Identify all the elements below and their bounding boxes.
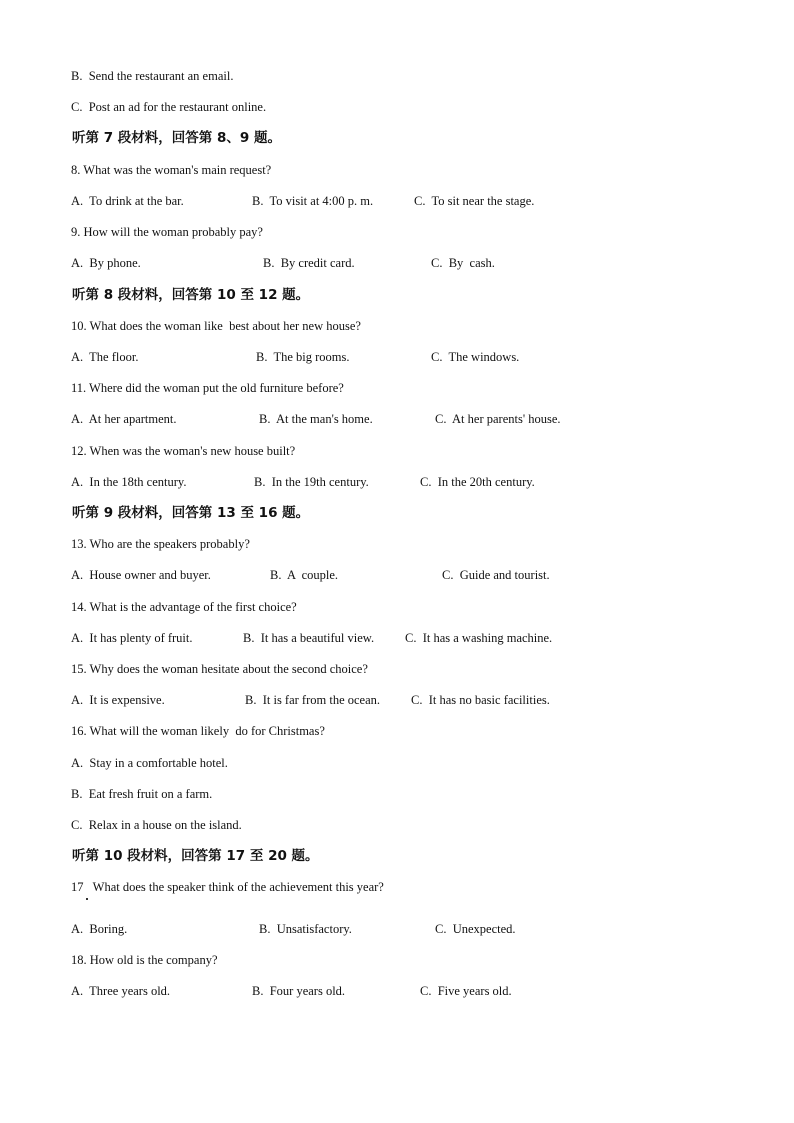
option-b-q18: B. Four years old.: [252, 984, 346, 998]
option-b-q16: B. Eat fresh fruit on a farm.: [71, 787, 213, 801]
question-18: 18. How old is the company?: [71, 953, 218, 967]
section-heading-7: 听第 7 段材料，回答第 8、9 题。: [72, 130, 281, 146]
option-a-q11: A. At her apartment.: [71, 412, 177, 426]
option-c-q12: C. In the 20th century.: [420, 475, 535, 489]
option-a-q16: A. Stay in a comfortable hotel.: [71, 756, 228, 770]
option-a-q18: A. Three years old.: [71, 984, 171, 998]
option-b-q12: B. In the 19th century.: [254, 475, 369, 489]
option-a-q8: A. To drink at the bar.: [71, 194, 184, 208]
option-b-q10: B. The big rooms.: [256, 350, 350, 364]
option-c-q8: C. To sit near the stage.: [414, 194, 535, 208]
option-b-q7: B. Send the restaurant an email.: [71, 69, 234, 83]
option-c-q14: C. It has a washing machine.: [405, 631, 553, 645]
option-a-q14: A. It has plenty of fruit.: [71, 631, 193, 645]
option-c-q18: C. Five years old.: [420, 984, 512, 998]
option-c-q11: C. At her parents' house.: [435, 412, 561, 426]
option-b-q13: B. A couple.: [270, 568, 339, 582]
section-heading-10: 听第 10 段材料，回答第 17 至 20 题。: [72, 848, 319, 864]
option-b-q15: B. It is far from the ocean.: [245, 693, 381, 707]
option-b-q9: B. By credit card.: [263, 256, 355, 270]
option-b-q14: B. It has a beautiful view.: [243, 631, 375, 645]
option-c-q9: C. By cash.: [431, 256, 495, 270]
option-a-q15: A. It is expensive.: [71, 693, 165, 707]
question-12: 12. When was the woman's new house built?: [71, 444, 296, 458]
option-b-q8: B. To visit at 4:00 p. m.: [252, 194, 374, 208]
question-9: 9. How will the woman probably pay?: [71, 225, 263, 239]
option-a-q13: A. House owner and buyer.: [71, 568, 211, 582]
section-heading-8: 听第 8 段材料，回答第 10 至 12 题。: [72, 287, 310, 303]
question-16: 16. What will the woman likely do for Christmas?: [71, 724, 325, 738]
option-a-q9: A. By phone.: [71, 256, 141, 270]
option-b-q17: B. Unsatisfactory.: [259, 922, 352, 936]
option-c-q7: C. Post an ad for the restaurant online.: [71, 100, 267, 114]
stray-dot: [86, 898, 88, 900]
option-c-q13: C. Guide and tourist.: [442, 568, 550, 582]
question-8: 8. What was the woman's main request?: [71, 163, 272, 177]
option-a-q17: A. Boring.: [71, 922, 128, 936]
question-17: 17 What does the speaker think of the achievement this year?: [71, 880, 384, 894]
option-c-q15: C. It has no basic facilities.: [411, 693, 550, 707]
question-11: 11. Where did the woman put the old furniture before?: [71, 381, 344, 395]
question-13: 13. Who are the speakers probably?: [71, 537, 250, 551]
question-15: 15. Why does the woman hesitate about the second choice?: [71, 662, 368, 676]
question-10: 10. What does the woman like best about her new house?: [71, 319, 361, 333]
option-c-q16: C. Relax in a house on the island.: [71, 818, 242, 832]
option-a-q12: A. In the 18th century.: [71, 475, 187, 489]
option-c-q10: C. The windows.: [431, 350, 520, 364]
option-b-q11: B. At the man's home.: [259, 412, 373, 426]
option-a-q10: A. The floor.: [71, 350, 139, 364]
section-heading-9: 听第 9 段材料，回答第 13 至 16 题。: [72, 505, 310, 521]
option-c-q17: C. Unexpected.: [435, 922, 516, 936]
question-14: 14. What is the advantage of the first choice?: [71, 600, 297, 614]
